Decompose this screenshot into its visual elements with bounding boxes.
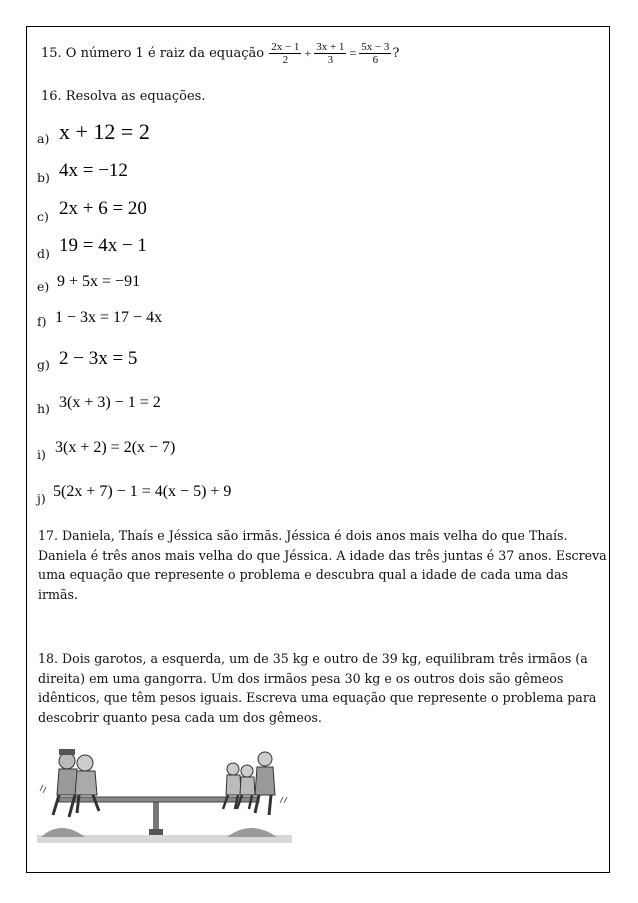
item-label-h: h) (37, 401, 50, 416)
equation-c: 2x + 6 = 20 (59, 198, 147, 219)
equation-d: 19 = 4x − 1 (59, 235, 147, 256)
seesaw-illustration (37, 739, 292, 847)
question-18-line: descobrir quanto pesa cada um dos gêmeos. (38, 709, 322, 725)
equation-j: 5(2x + 7) − 1 = 4(x − 5) + 9 (53, 483, 232, 500)
equation-b: 4x = −12 (59, 160, 128, 181)
item-label-c: c) (37, 209, 49, 224)
item-label-g: g) (37, 357, 50, 372)
question-17-line: Daniela é três anos mais velha do que Jéssica. A idade das três juntas é 37 anos. Escreva (38, 547, 607, 563)
motion-marks-right (280, 797, 287, 803)
question-18-line: 18. Dois garotos, a esquerda, um de 35 kg e outro de 39 kg, equilibram três irmãos (a (38, 651, 588, 666)
item-label-j: j) (37, 491, 46, 506)
equation-g: 2 − 3x = 5 (59, 348, 138, 369)
fraction-1: $\frac{2x - 1}{2}$ (271, 41, 300, 66)
fraction-3: $\frac{5x - 3}{6}$ (361, 41, 390, 66)
question-15: 15. O número 1 é raiz da equação $\frac{2x - 1}{2}$ + $\frac{3x + 1}{3}$ = $\frac{5x - 3}{6}$ ? (41, 41, 400, 66)
question-17-line: irmãs. (38, 586, 78, 602)
item-label-i: i) (37, 447, 46, 462)
question-16-title: 16. Resolva as equações. (41, 89, 206, 104)
motion-marks-left (40, 785, 46, 793)
equation-f: 1 − 3x = 17 − 4x (55, 309, 163, 326)
item-label-e: e) (37, 279, 50, 294)
item-label-b: b) (37, 170, 50, 185)
equation-i: 3(x + 2) = 2(x − 7) (55, 439, 176, 456)
question-17 (38, 526, 607, 604)
question-18-line: idênticos, que têm pesos iguais. Escreva uma equação que represente o problema para (38, 690, 597, 705)
question-17-line: 17. Daniela, Thaís e Jéssica são irmãs. Jéssica é dois anos mais velha do que Thaís. (38, 528, 568, 543)
question-15-text: 15. O número 1 é raiz da equação (41, 46, 265, 61)
left-mound (41, 828, 85, 837)
right-brothers (223, 752, 275, 815)
item-label-f: f) (37, 314, 47, 329)
equation-e: 9 + 5x = −91 (57, 273, 141, 290)
right-mound (227, 828, 277, 837)
equation-a: x + 12 = 2 (59, 119, 150, 144)
item-label-d: d) (37, 246, 50, 261)
seesaw-plank (59, 797, 259, 802)
question-17-line: uma equação que represente o problema e descubra qual a idade de cada uma das (38, 567, 569, 582)
fraction-2: $\frac{3x + 1}{3}$ (316, 41, 345, 66)
worksheet-page (26, 26, 610, 873)
left-boys (53, 749, 99, 817)
seesaw-base (149, 829, 163, 835)
item-label-a: a) (37, 131, 50, 146)
equation-h: 3(x + 3) − 1 = 2 (59, 394, 161, 411)
question-18-line: direita) em uma gangorra. Um dos irmãos pesa 30 kg e os outros dois são gêmeos (38, 670, 564, 686)
question-18 (38, 649, 598, 727)
